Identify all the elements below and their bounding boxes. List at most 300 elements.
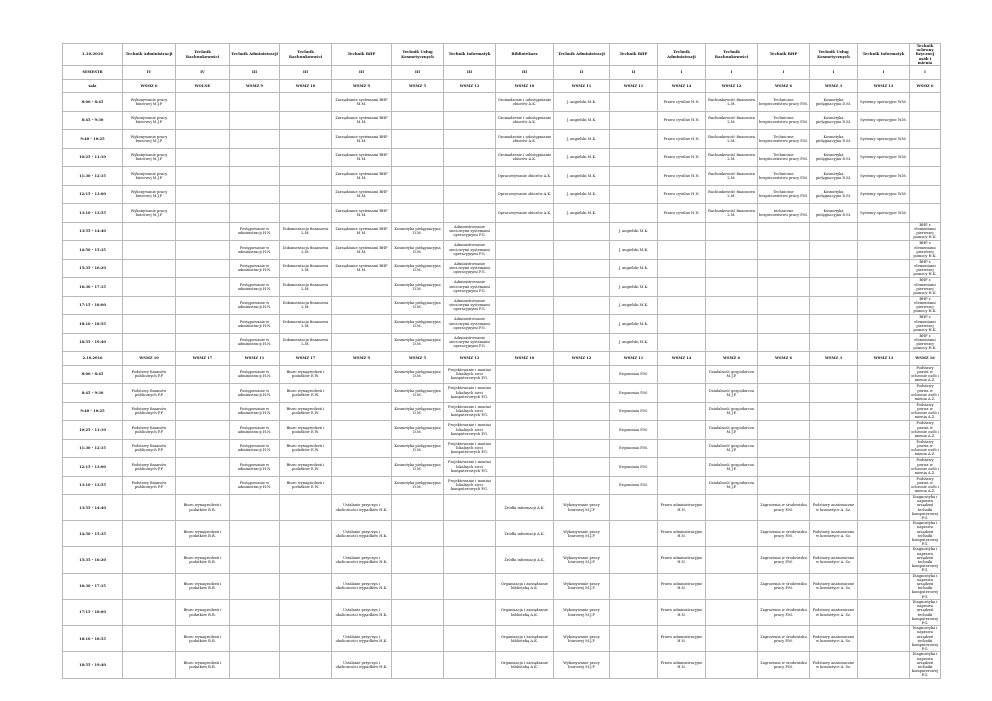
schedule-cell [758, 402, 810, 421]
schedule-cell [858, 402, 910, 421]
schedule-cell: Zarządzanie systemami BHP M.M. [332, 167, 392, 186]
schedule-cell [496, 365, 554, 384]
schedule-cell [230, 521, 280, 547]
schedule-cell [554, 365, 610, 384]
schedule-cell [658, 241, 706, 260]
schedule-cell [910, 111, 941, 130]
schedule-cell: Prawo cywilne H.N. [658, 111, 706, 130]
schedule-cell: Biuro wynagrodzeń i podatków E.W. [280, 439, 332, 458]
schedule-cell: Podstawy anatomiczne w kosmetyce A. Sz. [810, 495, 858, 521]
schedule-cell: Administrowanie sieciowymi systemami operacyjnymi P.G. [444, 259, 496, 278]
schedule-cell [554, 476, 610, 495]
schedule-cell [810, 296, 858, 315]
schedule-cell: J. angielski M.K. [610, 296, 658, 315]
schedule-cell: Dokumentacja finansowa L.M. [280, 315, 332, 334]
schedule-cell: Dokumentacja finansowa L.M. [280, 333, 332, 352]
schedule-cell [658, 384, 706, 403]
schedule-cell [230, 111, 280, 130]
schedule-cell: Postępowanie w administracji H.N. [230, 384, 280, 403]
schedule-cell: WSMZ 6 [123, 79, 176, 93]
schedule-cell [706, 278, 758, 297]
schedule-cell: Biuro wynagrodzeń i podatków B.B. [176, 626, 230, 652]
schedule-cell: BHP z elementami pierwszej pomocy H.K. [910, 333, 941, 352]
time-slot-row [63, 365, 941, 384]
schedule-cell [910, 204, 941, 223]
schedule-cell [176, 185, 230, 204]
time-label: 18:55 - 19:40 [63, 652, 123, 678]
time-label: 16:30 - 17:15 [63, 573, 123, 599]
schedule-cell: Podstawy finansów publicznych P.P [123, 384, 176, 403]
schedule-cell: Kosmetyka pielęgnacyjna D.M. [392, 384, 444, 403]
schedule-cell [280, 148, 332, 167]
schedule-cell: Kosmetyka pielęgnacyjna D.M. [810, 167, 858, 186]
schedule-cell [758, 278, 810, 297]
schedule-cell: Ustalanie przyczyn i okoliczności wypadków H.K. [332, 573, 392, 599]
schedule-cell: Podstawy prawa w ochronie osób i mienia A.Z. [911, 439, 939, 457]
schedule-cell [444, 93, 496, 112]
time-label: 13:55 - 14:40 [63, 222, 123, 241]
time-label: 8:45 - 9:30 [63, 111, 123, 130]
schedule-cell: Organizacja i zarządzanie biblioteką A.K. [496, 652, 554, 678]
schedule-cell [658, 222, 706, 241]
schedule-cell: Źródła informacji A.K. [496, 521, 554, 547]
schedule-cell: Prawo cywilne H.N. [658, 148, 706, 167]
row-label: SEMESTR [63, 66, 123, 80]
column-header: Technik Informatyk [444, 44, 496, 66]
schedule-cell: Postępowanie w administracji H.N. [230, 458, 280, 477]
schedule-cell: BHP z elementami pierwszej pomocy H.K. [910, 296, 941, 315]
schedule-cell [444, 547, 496, 573]
schedule-cell: J. angielski M.K. [610, 278, 658, 297]
schedule-cell: Zagrożenia w środowisku pracy P.M. [758, 626, 810, 652]
time-slot-row [63, 573, 941, 599]
schedule-cell: Kosmetyka pielęgnacyjna D.M. [392, 439, 444, 458]
schedule-cell: Ergonomia P.M. [610, 365, 658, 384]
time-label: 18:10 - 18:55 [63, 626, 123, 652]
schedule-cell: Projektowanie i montaż lokalnych sieci komputerowych P.G. [444, 384, 496, 403]
schedule-cell: Rachunkowość finansowa L.M. [706, 148, 758, 167]
time-slot-row [63, 652, 941, 678]
schedule-cell: WSMZ 10 [280, 79, 332, 93]
schedule-cell: Postępowanie w administracji H.N. [230, 278, 280, 297]
schedule-cell: Wykonywanie pracy biurowej M.J.P [123, 111, 176, 130]
time-slot-row [63, 148, 941, 167]
schedule-cell [758, 384, 810, 403]
schedule-cell [554, 278, 610, 297]
schedule-cell: Projektowanie i montaż lokalnych sieci komputerowych P.G. [444, 402, 496, 421]
schedule-cell [706, 315, 758, 334]
schedule-cell: III [392, 66, 444, 80]
schedule-cell: WSMZ 11 [554, 79, 610, 93]
schedule-cell [554, 421, 610, 440]
schedule-cell: Działalność gospodarcza M.J.P. [706, 421, 758, 440]
time-slot-row [63, 333, 941, 352]
schedule-cell: Systemy operacyjne W.M. [858, 130, 910, 149]
time-slot-row [63, 402, 941, 421]
column-header: Technik BHP [332, 44, 392, 66]
schedule-cell: Kosmetyka pielęgnacyjna D.M. [392, 458, 444, 477]
time-label: 9:40 - 10:25 [63, 130, 123, 149]
schedule-cell: Działalność gospodarcza M.J.P. [706, 384, 758, 403]
schedule-cell: Dokumentacja finansowa L.M. [280, 278, 332, 297]
schedule-cell [496, 384, 554, 403]
schedule-cell: Projektowanie i montaż lokalnych sieci komputerowych P.G. [444, 476, 496, 495]
schedule-cell: Prawo administracyjne H.N. [658, 652, 706, 678]
schedule-cell: Zarządzanie systemami BHP M.M. [332, 222, 392, 241]
room-row [63, 352, 941, 366]
schedule-cell: Działalność gospodarcza M.J.P. [706, 476, 758, 495]
schedule-cell: Postępowanie w administracji H.N. [230, 421, 280, 440]
schedule-cell: WSMZ 10 [496, 352, 554, 366]
schedule-cell [554, 439, 610, 458]
schedule-cell [910, 167, 941, 186]
schedule-cell [280, 167, 332, 186]
schedule-cell [444, 185, 496, 204]
schedule-cell: WSMZ 6 [910, 79, 941, 93]
schedule-cell [810, 315, 858, 334]
schedule-cell: Kosmetyka pielęgnacyjna D.M. [810, 204, 858, 223]
schedule-cell [176, 458, 230, 477]
column-header: Technik Usług Kosmetycznych [810, 44, 858, 66]
schedule-cell: Postępowanie w administracji H.N. [230, 402, 280, 421]
schedule-cell [610, 652, 658, 678]
schedule-cell [858, 495, 910, 521]
schedule-cell: Działalność gospodarcza M.J.P. [706, 439, 758, 458]
schedule-cell: Podstawy finansów publicznych P.P [123, 402, 176, 421]
schedule-cell: WSMZ 12 [706, 79, 758, 93]
schedule-cell [758, 476, 810, 495]
schedule-cell [858, 652, 910, 678]
schedule-cell [176, 222, 230, 241]
schedule-cell [280, 93, 332, 112]
schedule-cell: II [610, 66, 658, 80]
schedule-cell [858, 421, 910, 440]
schedule-cell: Biuro wynagrodzeń i podatków B.B. [176, 547, 230, 573]
time-slot-row [63, 222, 941, 241]
schedule-cell: Postępowanie w administracji H.N. [230, 315, 280, 334]
schedule-cell [658, 421, 706, 440]
schedule-cell: BHP z elementami pierwszej pomocy H.K. [910, 315, 941, 334]
schedule-cell: Diagnostyka i naprawa urządzeń techniki komputerowej P.G. [910, 573, 941, 599]
schedule-cell [176, 365, 230, 384]
schedule-cell: I [910, 66, 941, 80]
schedule-cell: J. angielski M.K. [610, 241, 658, 260]
schedule-cell: Opracowywanie zbiorów A.K. [496, 185, 554, 204]
schedule-cell [392, 495, 444, 521]
schedule-cell: Rachunkowość finansowa L.M. [706, 185, 758, 204]
date-header: 1.10.2016 [63, 44, 123, 66]
schedule-cell [554, 222, 610, 241]
schedule-cell [280, 204, 332, 223]
schedule-cell: Rachunkowość finansowa L.M. [706, 204, 758, 223]
schedule-cell: WSMZ 10 [123, 352, 176, 366]
schedule-cell [280, 573, 332, 599]
time-slot-row [63, 458, 941, 477]
schedule-cell: Postępowanie w administracji H.N. [230, 439, 280, 458]
schedule-cell: III [332, 66, 392, 80]
time-label: 17:15 - 18:00 [63, 296, 123, 315]
schedule-cell [858, 547, 910, 573]
column-header: Technik Rachunkowości [706, 44, 758, 66]
time-slot-row [63, 384, 941, 403]
schedule-cell: Techniczne bezpieczeństwo pracy P.M. [758, 130, 810, 149]
schedule-cell: I [758, 66, 810, 80]
schedule-cell [176, 296, 230, 315]
schedule-body [63, 44, 941, 679]
schedule-cell: Podstawy finansów publicznych P.P [123, 421, 176, 440]
schedule-cell: Prawo cywilne H.N. [658, 130, 706, 149]
schedule-cell: Dokumentacja finansowa L.M. [280, 222, 332, 241]
schedule-cell: Podstawy finansów publicznych P.P [123, 476, 176, 495]
schedule-cell: WSMZ 14 [658, 352, 706, 366]
schedule-cell: Prawo cywilne H.N. [658, 204, 706, 223]
schedule-cell [496, 439, 554, 458]
schedule-cell: Postępowanie w administracji H.N. [230, 333, 280, 352]
schedule-cell: Zarządzanie systemami BHP M.M. [332, 93, 392, 112]
schedule-cell: I [706, 66, 758, 80]
schedule-cell: Źródła informacji A.K. [496, 495, 554, 521]
schedule-cell: Dokumentacja finansowa L.M. [280, 259, 332, 278]
schedule-cell [123, 573, 176, 599]
column-header: Bibliotekarz [496, 44, 554, 66]
schedule-cell: Projektowanie i montaż lokalnych sieci komputerowych P.G. [444, 421, 496, 440]
schedule-cell [610, 130, 658, 149]
schedule-cell [496, 421, 554, 440]
schedule-cell [658, 458, 706, 477]
schedule-cell: Podstawy prawa w ochronie osób i mienia A.Z. [911, 476, 939, 494]
schedule-cell: Kosmetyka pielęgnacyjna D.M. [810, 148, 858, 167]
time-slot-row [63, 296, 941, 315]
schedule-cell: Postępowanie w administracji H.N. [230, 259, 280, 278]
schedule-cell: J. angielski M.K. [554, 167, 610, 186]
schedule-cell [332, 278, 392, 297]
schedule-cell: Gromadzenie i udostępnianie zbiorów A.K. [496, 130, 554, 149]
schedule-cell [176, 148, 230, 167]
schedule-cell: Dokumentacja finansowa L.M. [280, 241, 332, 260]
schedule-cell [230, 130, 280, 149]
schedule-cell: Zarządzanie systemami BHP M.M. [332, 111, 392, 130]
schedule-cell: Działalność gospodarcza M.J.P. [706, 458, 758, 477]
schedule-cell: Opracowywanie zbiorów A.K. [496, 167, 554, 186]
schedule-cell: Biuro wynagrodzeń i podatków E.W. [280, 365, 332, 384]
schedule-cell [758, 222, 810, 241]
schedule-cell: Wykonywanie pracy biurowej M.J.P [123, 130, 176, 149]
schedule-cell [610, 547, 658, 573]
schedule-cell: Diagnostyka i naprawa urządzeń techniki komputerowej P.G. [910, 547, 941, 573]
schedule-cell: III [230, 66, 280, 80]
schedule-cell [230, 93, 280, 112]
column-header: Technik Usług Kosmetycznych [392, 44, 444, 66]
time-label: 15:35 - 16:20 [63, 547, 123, 573]
schedule-cell [176, 93, 230, 112]
schedule-cell [496, 476, 554, 495]
schedule-cell [658, 296, 706, 315]
column-header: Technik BHP [610, 44, 658, 66]
schedule-cell [858, 458, 910, 477]
schedule-cell [230, 204, 280, 223]
schedule-cell: WSMZ 11 [610, 79, 658, 93]
schedule-cell [123, 652, 176, 678]
column-header: Technik Rachunkowości [176, 44, 230, 66]
schedule-cell: Ergonomia P.M. [610, 421, 658, 440]
schedule-cell [858, 259, 910, 278]
time-label: 14:50 - 15:35 [63, 521, 123, 547]
time-label: 13:10 - 13:55 [63, 476, 123, 495]
schedule-cell [496, 402, 554, 421]
schedule-cell [758, 333, 810, 352]
schedule-cell [176, 130, 230, 149]
schedule-cell: Administrowanie sieciowymi systemami operacyjnymi P.G. [444, 296, 496, 315]
schedule-cell [280, 495, 332, 521]
time-label: 17:15 - 18:00 [63, 599, 123, 625]
schedule-cell [610, 573, 658, 599]
schedule-cell: Podstawy prawa w ochronie osób i mienia A.Z. [911, 421, 939, 438]
schedule-cell: WSMZ 10 [496, 79, 554, 93]
schedule-cell [810, 476, 858, 495]
schedule-cell [706, 241, 758, 260]
schedule-cell: Organizacja i zarządzanie biblioteką A.K. [496, 626, 554, 652]
schedule-cell: Zagrożenia w środowisku pracy P.M. [758, 521, 810, 547]
schedule-cell [858, 296, 910, 315]
schedule-cell: Ergonomia P.M. [610, 476, 658, 495]
column-header: Technik ochrony fizycznej osób i mienia [910, 44, 941, 66]
schedule-cell: WSMZ 17 [280, 352, 332, 366]
schedule-cell: WSMZ 13 [858, 79, 910, 93]
schedule-cell: Systemy operacyjne W.M. [858, 167, 910, 186]
schedule-cell [176, 333, 230, 352]
schedule-cell [658, 315, 706, 334]
schedule-cell: Organizacja i zarządzanie biblioteką A.K. [496, 599, 554, 625]
time-label: 18:55 - 19:40 [63, 333, 123, 352]
schedule-cell: Biuro wynagrodzeń i podatków B.B. [176, 599, 230, 625]
schedule-cell: J. angielski M.K. [554, 185, 610, 204]
schedule-cell [610, 495, 658, 521]
header-row [63, 44, 941, 66]
schedule-cell: J. angielski M.K. [554, 148, 610, 167]
schedule-cell [176, 111, 230, 130]
schedule-cell: Wykonywanie pracy biurowej M.J.P [554, 573, 610, 599]
schedule-cell: WSMZ 13 [444, 352, 496, 366]
schedule-cell [610, 599, 658, 625]
time-slot-row [63, 111, 941, 130]
schedule-cell [230, 573, 280, 599]
schedule-cell: J. angielski M.K. [554, 111, 610, 130]
schedule-cell [176, 259, 230, 278]
time-label: 14:50 - 15:35 [63, 241, 123, 260]
time-slot-row [63, 278, 941, 297]
schedule-cell [123, 315, 176, 334]
schedule-cell [858, 626, 910, 652]
schedule-cell: Systemy operacyjne W.M. [858, 93, 910, 112]
schedule-cell [230, 626, 280, 652]
time-slot-row [63, 476, 941, 495]
time-slot-row [63, 599, 941, 625]
schedule-cell: Biuro wynagrodzeń i podatków B.B. [176, 573, 230, 599]
schedule-cell: II [554, 66, 610, 80]
time-slot-row [63, 626, 941, 652]
column-header: Technik BHP [758, 44, 810, 66]
schedule-cell: Dokumentacja finansowa L.M. [280, 296, 332, 315]
schedule-cell [706, 573, 758, 599]
time-label: 11:30 - 12:15 [63, 167, 123, 186]
schedule-cell: Kosmetyka pielęgnacyjna D.M. [392, 365, 444, 384]
schedule-cell [332, 402, 392, 421]
schedule-cell [230, 599, 280, 625]
schedule-cell [658, 259, 706, 278]
time-slot-row [63, 130, 941, 149]
schedule-cell [392, 204, 444, 223]
schedule-cell [810, 222, 858, 241]
schedule-cell: WSMZ 3 [810, 352, 858, 366]
schedule-cell [444, 599, 496, 625]
time-slot-row [63, 495, 941, 521]
schedule-cell: IV [123, 66, 176, 80]
schedule-cell: Podstawy prawa w ochronie osób i mienia A.Z. [911, 458, 939, 475]
schedule-cell: Zarządzanie systemami BHP M.M. [332, 185, 392, 204]
time-label: 9:40 - 10:25 [63, 402, 123, 421]
time-slot-row [63, 259, 941, 278]
schedule-cell: Systemy operacyjne W.M. [858, 185, 910, 204]
schedule-cell [554, 402, 610, 421]
schedule-cell [444, 130, 496, 149]
time-slot-row [63, 93, 941, 112]
row-label: sala [63, 79, 123, 93]
schedule-cell: Działalność gospodarcza M.J.P. [706, 365, 758, 384]
schedule-cell [230, 495, 280, 521]
schedule-cell [176, 204, 230, 223]
schedule-cell [658, 278, 706, 297]
schedule-cell: Prawo administracyjne H.N. [658, 626, 706, 652]
schedule-cell: BHP z elementami pierwszej pomocy H.K. [910, 278, 941, 297]
schedule-cell [910, 93, 941, 112]
schedule-cell [858, 241, 910, 260]
schedule-cell: Kosmetyka pielęgnacyjna D.M. [810, 93, 858, 112]
schedule-cell: Podstawy anatomiczne w kosmetyce A. Sz. [810, 652, 858, 678]
schedule-cell: Kosmetyka pielęgnacyjna D.M. [392, 296, 444, 315]
schedule-cell: Zagrożenia w środowisku pracy P.M. [758, 573, 810, 599]
schedule-cell: Systemy operacyjne W.M. [858, 111, 910, 130]
schedule-cell [858, 222, 910, 241]
schedule-cell [858, 333, 910, 352]
schedule-cell: Techniczne bezpieczeństwo pracy P.M. [758, 185, 810, 204]
schedule-cell [280, 130, 332, 149]
schedule-cell [910, 130, 941, 149]
row-label: 2.10.2016 [63, 352, 123, 366]
time-label: 10:25 - 11:10 [63, 148, 123, 167]
schedule-cell [332, 296, 392, 315]
schedule-cell: Biuro wynagrodzeń i podatków B.B. [176, 521, 230, 547]
schedule-cell [176, 167, 230, 186]
schedule-cell [910, 148, 941, 167]
schedule-cell [176, 315, 230, 334]
schedule-cell: Ergonomia P.M. [610, 439, 658, 458]
schedule-cell: Organizacja i zarządzanie biblioteką A.K. [496, 573, 554, 599]
time-label: 12:15 - 13:00 [63, 458, 123, 477]
schedule-cell [392, 111, 444, 130]
schedule-cell [444, 626, 496, 652]
schedule-cell: Rachunkowość finansowa L.M. [706, 93, 758, 112]
schedule-cell: Postępowanie w administracji H.N. [230, 222, 280, 241]
schedule-cell: Podstawy finansów publicznych P.P [123, 458, 176, 477]
schedule-cell: Projektowanie i montaż lokalnych sieci komputerowych P.G. [444, 365, 496, 384]
schedule-cell: Kosmetyka pielęgnacyjna D.M. [392, 402, 444, 421]
schedule-cell: Kosmetyka pielęgnacyjna D.M. [392, 333, 444, 352]
schedule-cell [280, 652, 332, 678]
schedule-cell [810, 384, 858, 403]
time-label: 10:25 - 11:10 [63, 421, 123, 440]
schedule-cell: Podstawy anatomiczne w kosmetyce A. Sz. [810, 547, 858, 573]
schedule-cell: Podstawy anatomiczne w kosmetyce A. Sz. [810, 521, 858, 547]
